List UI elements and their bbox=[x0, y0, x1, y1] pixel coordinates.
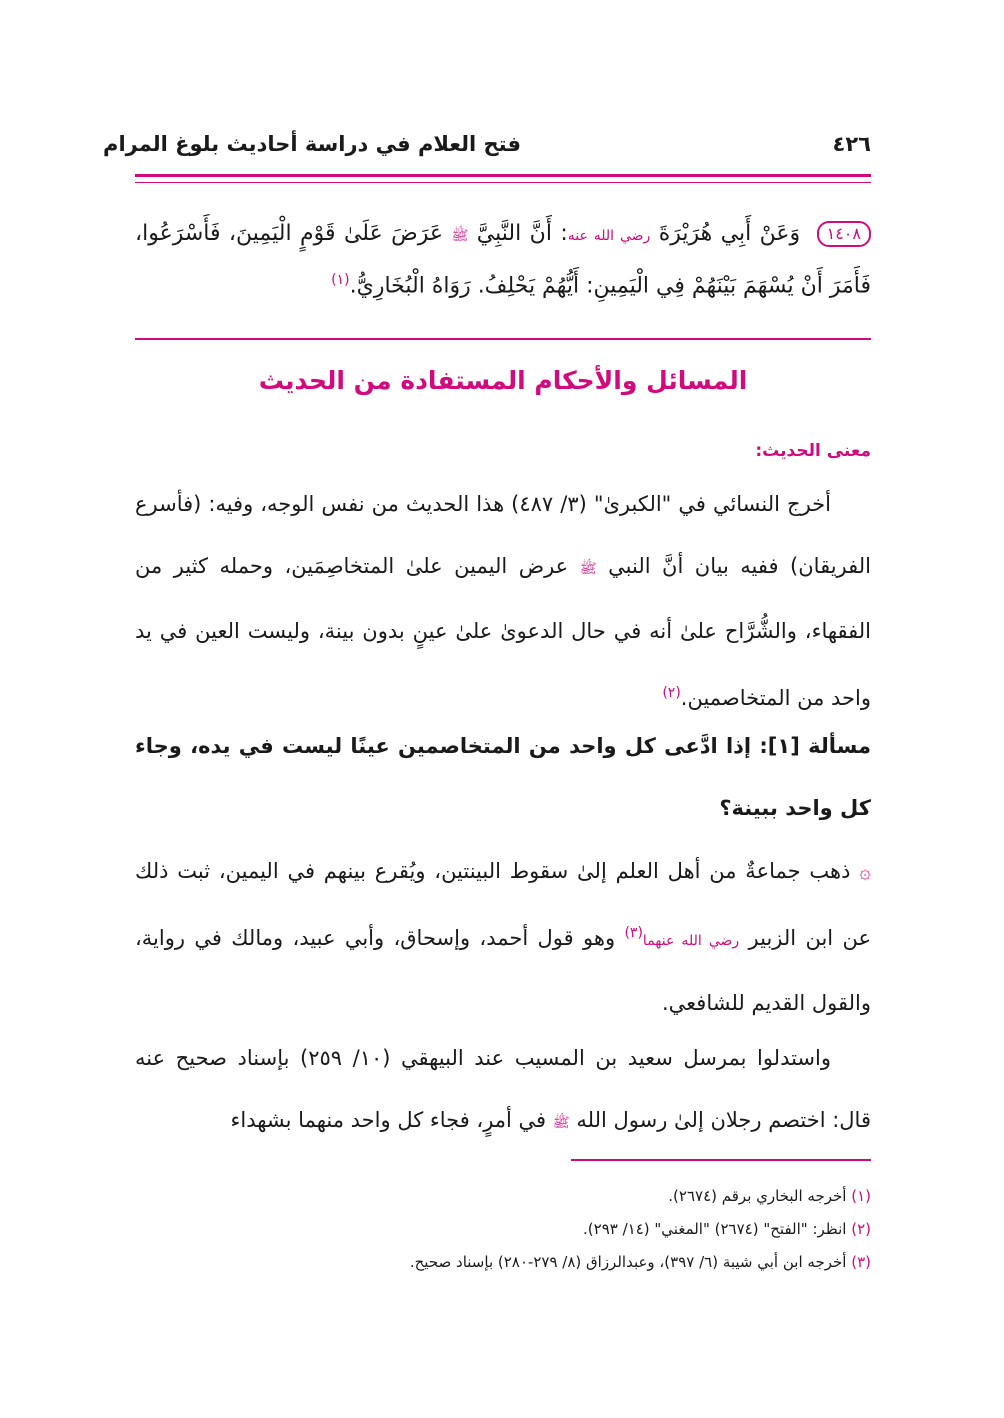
footnote bbox=[135, 1213, 871, 1246]
paragraph-text: ذهب جماعةٌ من أهل العلم إلىٰ سقوط البينتين، ويُقرع بينهم في اليمين، ثبت ذلك عن ابن الزبير bbox=[135, 859, 871, 950]
hadith-text-part: عَرَضَ عَلَىٰ قَوْمٍ الْيَمِينَ، فَأَسْرَعُوا، فَأَمَرَ أَنْ يُسْهَمَ بَيْنَهُمْ فِي الْيَمِينِ: أَيُّهُمْ يَحْلِفُ. رَوَاهُ الْبُخَارِيُّ. bbox=[135, 221, 871, 299]
hadith-number-badge: ١٤٠٨ bbox=[817, 221, 871, 247]
page-number: ٤٢٦ bbox=[832, 132, 871, 156]
running-title: فتح العلام في دراسة أحاديث بلوغ المرام bbox=[103, 132, 521, 156]
honorific: رضي الله عنه bbox=[567, 228, 651, 244]
footnote-number: (٢) bbox=[851, 1220, 871, 1238]
question-label: مسألة [١]: bbox=[759, 734, 871, 758]
footnote bbox=[135, 1180, 871, 1213]
paragraph bbox=[135, 1027, 871, 1154]
honorific: ﷺ bbox=[579, 561, 597, 577]
honorific: ﷺ bbox=[552, 1115, 570, 1131]
footnote-number: (٣) bbox=[851, 1253, 871, 1271]
page-header bbox=[103, 128, 871, 168]
footnote-number: (١) bbox=[851, 1187, 871, 1205]
paragraph-text: واستدلوا بمرسل سعيد بن المسيب عند البيهقي (١٠/ ٢٥٩) بإسناد صحيح عنه قال: اختصم رجلان إلىٰ رسول الله bbox=[135, 1046, 871, 1132]
hadith-text-part: وَعَنْ أَبِي هُرَيْرَةَ bbox=[658, 221, 801, 246]
footnote-ref[interactable]: (٢) bbox=[662, 685, 681, 701]
paragraph bbox=[135, 840, 871, 1034]
paragraph-text: أخرج النسائي في "الكبرىٰ" (٣/ ٤٨٧) هذا الحديث من نفس الوجه، وفيه: (فأسرع الفريقان) ففيه بيان أنَّ النبي bbox=[135, 492, 871, 578]
header-rule-thin bbox=[135, 182, 871, 183]
section-separator bbox=[135, 338, 871, 340]
honorific: ﷺ bbox=[451, 228, 469, 244]
star-ornament-icon: ۞ bbox=[859, 859, 871, 883]
footnote-text: أخرجه البخاري برقم (٢٦٧٤). bbox=[668, 1187, 847, 1205]
header-rule-thick bbox=[135, 174, 871, 177]
paragraph-text: وهو قول أحمد، وإسحاق، وأبي عبيد، ومالك في رواية، والقول القديم للشافعي. bbox=[135, 926, 871, 1015]
question-heading bbox=[135, 715, 871, 839]
section-title: المسائل والأحكام المستفادة من الحديث bbox=[258, 366, 748, 395]
paragraph bbox=[135, 473, 871, 729]
honorific: رضي الله عنهما bbox=[642, 933, 740, 949]
subheading: معنى الحديث: bbox=[755, 441, 871, 461]
hadith-text bbox=[135, 212, 871, 308]
footnotes bbox=[135, 1180, 871, 1279]
footnote-ref[interactable]: (١) bbox=[331, 272, 350, 288]
footnote-text: أخرجه ابن أبي شيبة (٦/ ٣٩٧)، وعبدالرزاق (٨/ ٢٧٩-٢٨٠) بإسناد صحيح. bbox=[409, 1253, 847, 1271]
footnote-text: انظر: "الفتح" (٢٦٧٤) "المغني" (١٤/ ٢٩٣). bbox=[583, 1220, 847, 1238]
footnote-ref[interactable]: (٣) bbox=[624, 925, 643, 941]
paragraph-text: في أمرٍ، فجاء كل واحد منهما بشهداء bbox=[230, 1108, 547, 1132]
paragraph-text: عرض اليمين علىٰ المتخاصِمَين، وحمله كثير من الفقهاء، والشُّرَّاح علىٰ أنه في حال الدعوىٰ علىٰ عينٍ بدون بينة، وليست العين في يد واحد من المتخاصمين. bbox=[135, 554, 871, 710]
footnote-separator bbox=[571, 1159, 871, 1161]
footnote bbox=[135, 1246, 871, 1279]
question-text: إذا ادَّعى كل واحد من المتخاصمين عينًا ليست في يده، وجاء كل واحد ببينة؟ bbox=[135, 734, 871, 820]
hadith-text-part: : أَنَّ النَّبِيَّ bbox=[476, 221, 568, 246]
